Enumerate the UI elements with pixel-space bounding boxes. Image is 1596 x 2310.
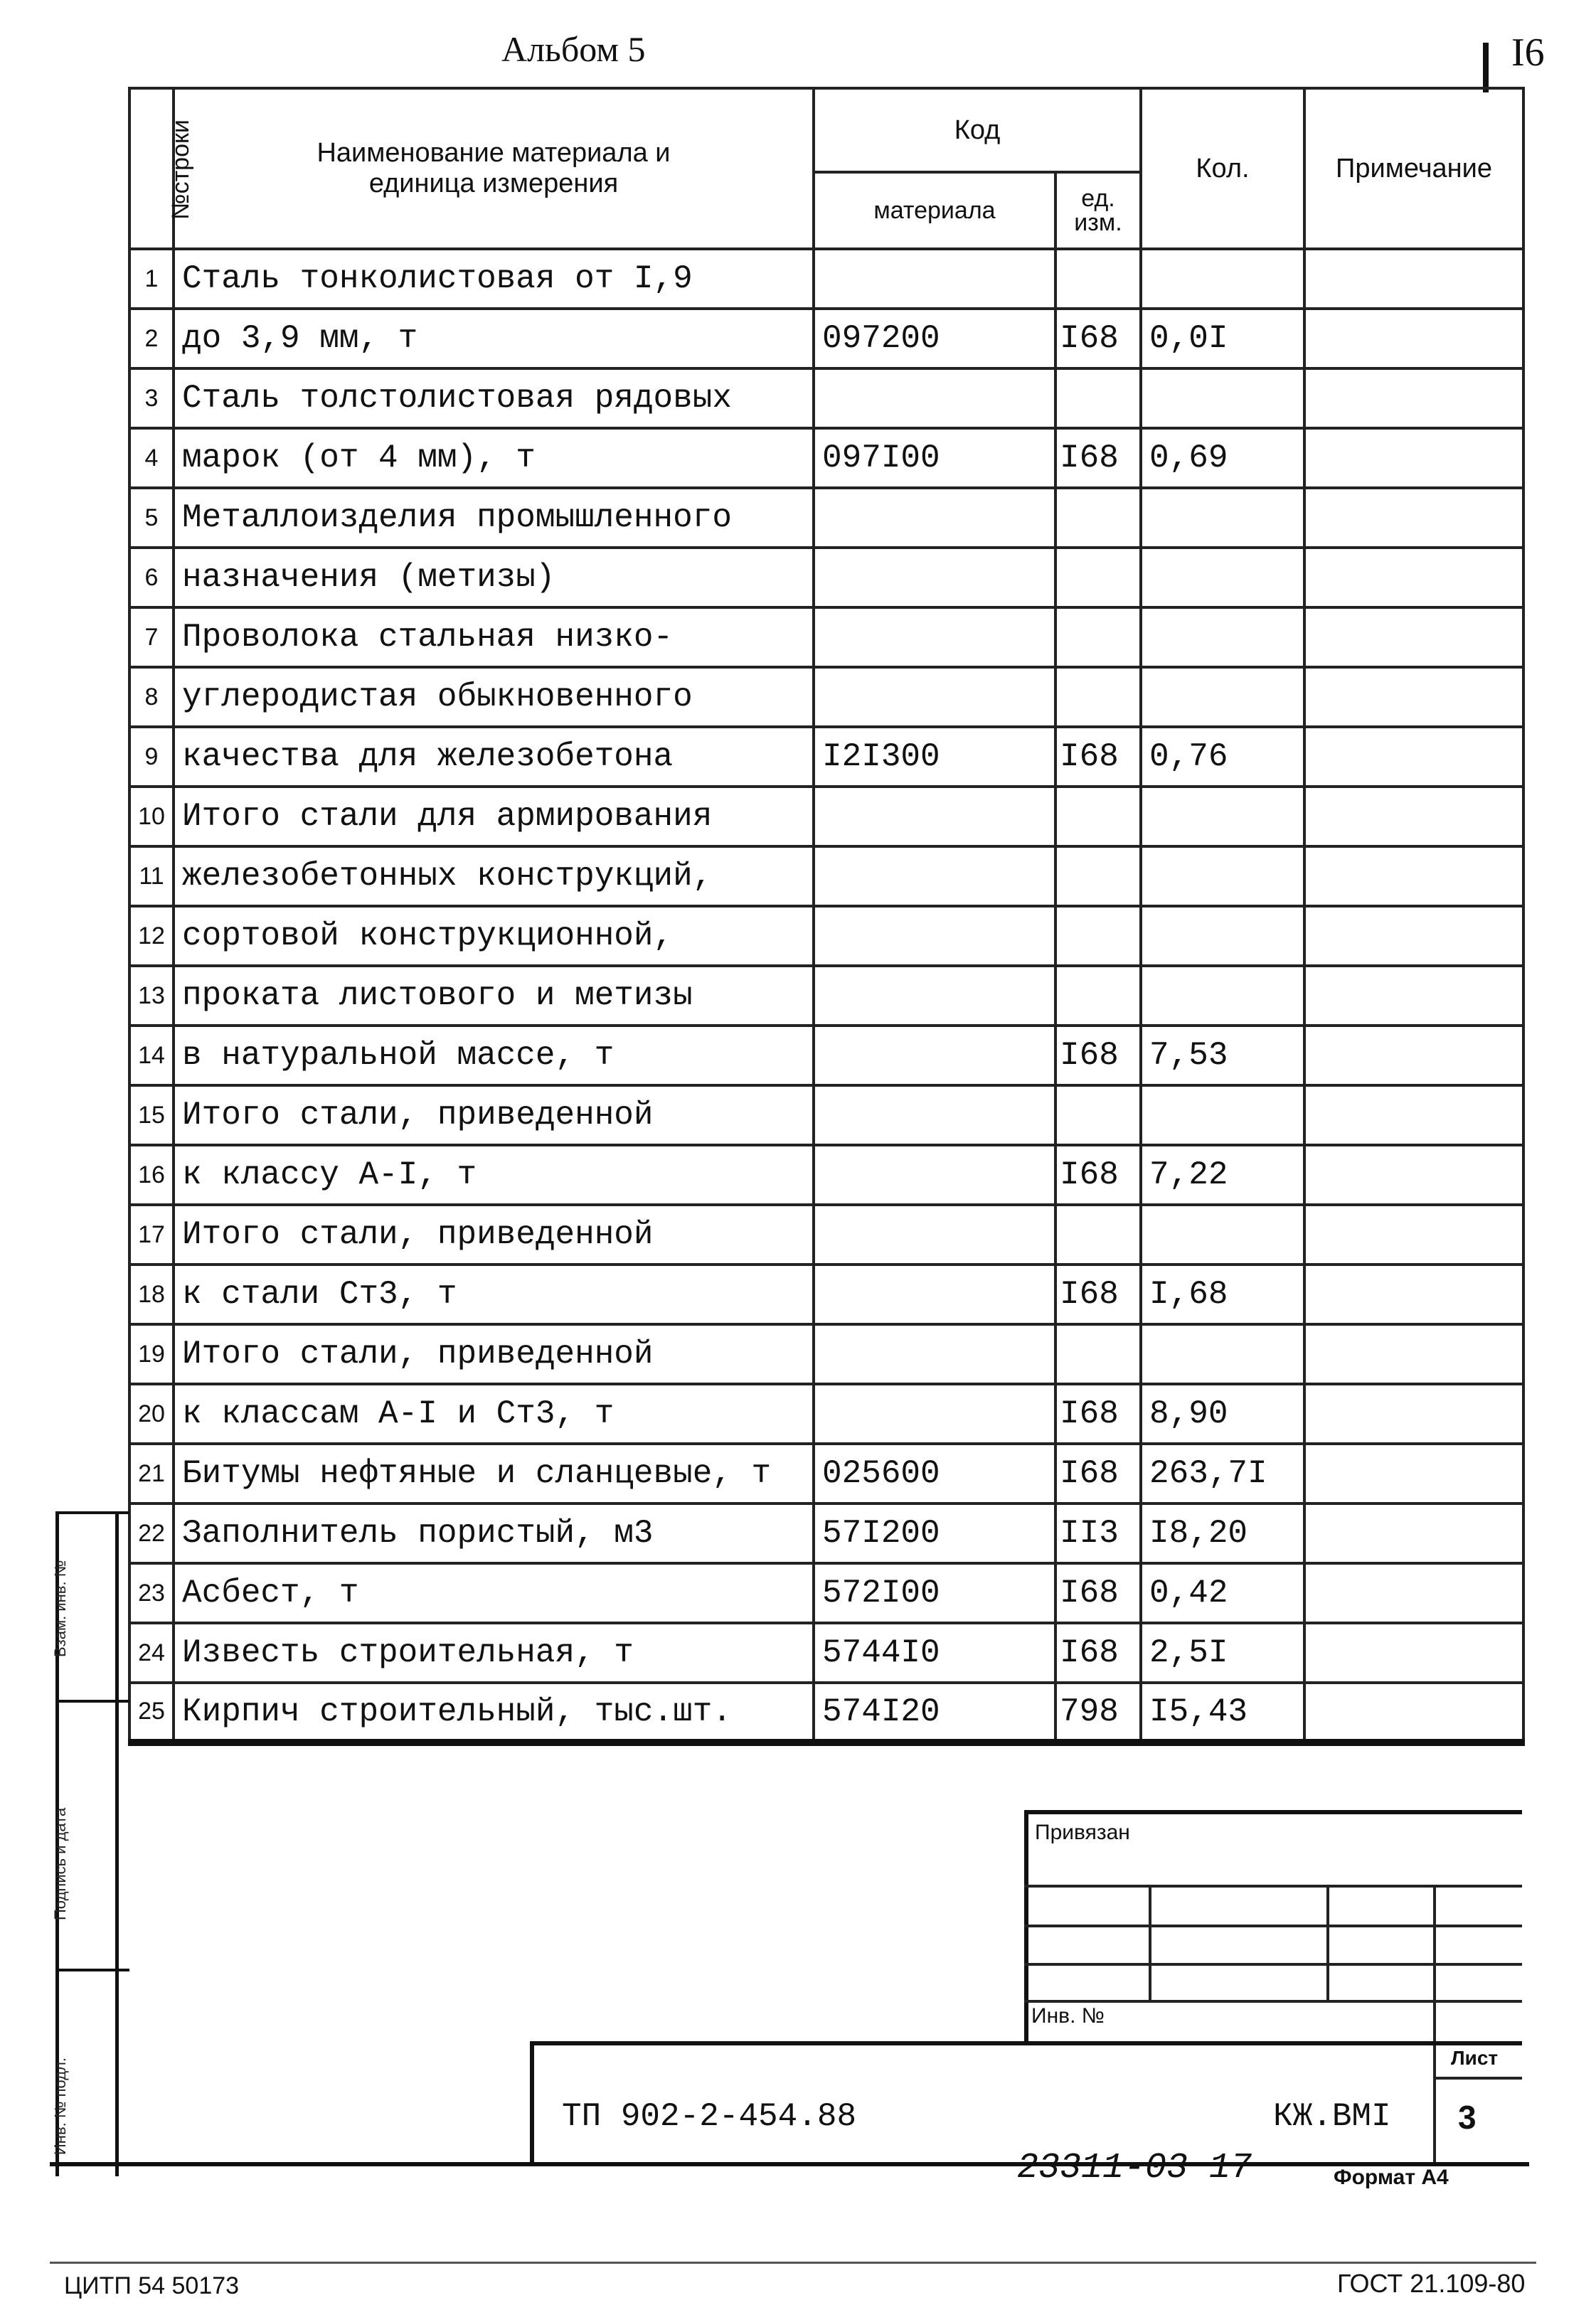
material-name: железобетонных конструкций, (174, 846, 814, 906)
unit-code: I68 (1055, 1026, 1141, 1085)
note (1304, 1683, 1523, 1742)
row-number: 17 (129, 1205, 174, 1265)
row-number: 16 (129, 1145, 174, 1205)
unit-code (1055, 607, 1141, 667)
table-row (129, 1623, 1523, 1683)
note (1304, 1085, 1523, 1145)
unit-code (1055, 846, 1141, 906)
note (1304, 966, 1523, 1026)
note (1304, 727, 1523, 787)
material-name: Асбест, т (174, 1563, 814, 1623)
document-number: ТП 902-2-454.88 (562, 2098, 857, 2135)
note (1304, 906, 1523, 966)
stamp-left-line (1024, 1810, 1028, 2045)
table-row (129, 667, 1523, 727)
material-code (814, 906, 1055, 966)
note (1304, 1444, 1523, 1503)
row-number: 13 (129, 966, 174, 1026)
sheet-number: 3 (1458, 2099, 1477, 2136)
material-code: 025600 (814, 1444, 1055, 1503)
header-row-number: №строки (129, 88, 174, 249)
table-row (129, 607, 1523, 667)
page-number-bar (1483, 43, 1489, 92)
row-number: 24 (129, 1623, 174, 1683)
table-row (129, 1683, 1523, 1742)
table-row (129, 1145, 1523, 1205)
quantity: 2,5I (1141, 1623, 1304, 1683)
header-code-material: материала (814, 172, 1055, 249)
material-code: 097I00 (814, 428, 1055, 488)
note (1304, 1563, 1523, 1623)
material-code (814, 1085, 1055, 1145)
unit-code: I68 (1055, 1384, 1141, 1444)
material-name: Итого стали, приведенной (174, 1205, 814, 1265)
material-code (814, 488, 1055, 548)
stamp-bound-label: Привязан (1035, 1821, 1130, 1844)
row-number: 9 (129, 727, 174, 787)
materials-table-body (129, 249, 1523, 1742)
row-number: 23 (129, 1563, 174, 1623)
row-number: 22 (129, 1503, 174, 1563)
note (1304, 1384, 1523, 1444)
margin-line-top (55, 1511, 129, 1514)
material-name: Заполнитель пористый, м3 (174, 1503, 814, 1563)
unit-code (1055, 667, 1141, 727)
quantity (1141, 667, 1304, 727)
row-number: 19 (129, 1324, 174, 1384)
header-material-name: Наименование материала и единица измерения (174, 88, 814, 249)
title-block-top-line (530, 2041, 1522, 2045)
note (1304, 846, 1523, 906)
quantity (1141, 249, 1304, 309)
document-code: КЖ.ВМI (1273, 2098, 1391, 2135)
material-code (814, 966, 1055, 1026)
material-code: 572I00 (814, 1563, 1055, 1623)
material-name: углеродистая обыкновенного (174, 667, 814, 727)
title-block-left-line (530, 2041, 534, 2166)
note (1304, 488, 1523, 548)
album-title: Альбом 5 (501, 29, 646, 69)
material-code (814, 249, 1055, 309)
quantity: I5,43 (1141, 1683, 1304, 1742)
material-name: проката листового и метизы (174, 966, 814, 1026)
unit-code: I68 (1055, 1563, 1141, 1623)
note (1304, 787, 1523, 846)
order-number: 23311-03 17 (1017, 2148, 1252, 2188)
unit-code (1055, 787, 1141, 846)
material-code: 097200 (814, 309, 1055, 368)
unit-code (1055, 249, 1141, 309)
table-row (129, 249, 1523, 309)
header-code-unit: ед. изм. (1055, 172, 1141, 249)
material-name: Сталь толстолистовая рядовых (174, 368, 814, 428)
table-row (129, 1444, 1523, 1503)
stamp-line-b (1024, 1925, 1522, 1927)
table-row (129, 1265, 1523, 1324)
row-number: 2 (129, 309, 174, 368)
stamp-line-c (1024, 1963, 1522, 1966)
quantity (1141, 966, 1304, 1026)
format-label: Формат А4 (1334, 2166, 1449, 2189)
unit-code: I68 (1055, 727, 1141, 787)
row-number: 21 (129, 1444, 174, 1503)
note (1304, 1205, 1523, 1265)
row-number: 25 (129, 1683, 174, 1742)
sheet-label: Лист (1451, 2047, 1499, 2069)
material-code (814, 667, 1055, 727)
page-number: I6 (1511, 31, 1545, 75)
stamp-vline-1 (1149, 1885, 1151, 2002)
quantity: 0,69 (1141, 428, 1304, 488)
frame-bottom-line (50, 2162, 1529, 2166)
material-name: Итого стали, приведенной (174, 1085, 814, 1145)
note (1304, 1026, 1523, 1085)
margin-label-inv-podl: Инв. № подл. (51, 2057, 69, 2155)
note (1304, 368, 1523, 428)
material-code (814, 607, 1055, 667)
table-row (129, 1205, 1523, 1265)
material-name: Металлоизделия промышленного (174, 488, 814, 548)
quantity (1141, 607, 1304, 667)
unit-code: II3 (1055, 1503, 1141, 1563)
note (1304, 548, 1523, 607)
unit-code (1055, 906, 1141, 966)
row-number: 11 (129, 846, 174, 906)
material-code: 57I200 (814, 1503, 1055, 1563)
row-number: 18 (129, 1265, 174, 1324)
unit-code (1055, 548, 1141, 607)
table-row (129, 966, 1523, 1026)
quantity: I,68 (1141, 1265, 1304, 1324)
unit-code (1055, 488, 1141, 548)
material-name: марок (от 4 мм), т (174, 428, 814, 488)
material-code (814, 1384, 1055, 1444)
row-number: 1 (129, 249, 174, 309)
table-row (129, 846, 1523, 906)
table-row (129, 787, 1523, 846)
quantity (1141, 488, 1304, 548)
unit-code: I68 (1055, 428, 1141, 488)
note (1304, 1503, 1523, 1563)
stamp-inv-label: Инв. № (1031, 2004, 1105, 2028)
material-name: Кирпич строительный, тыс.шт. (174, 1683, 814, 1742)
table-row (129, 727, 1523, 787)
unit-code (1055, 368, 1141, 428)
header-code: Код (814, 88, 1141, 172)
row-number: 4 (129, 428, 174, 488)
material-name: до 3,9 мм, т (174, 309, 814, 368)
table-row (129, 428, 1523, 488)
quantity (1141, 1205, 1304, 1265)
material-code: 574I20 (814, 1683, 1055, 1742)
material-name: Итого стали, приведенной (174, 1324, 814, 1384)
material-code (814, 1324, 1055, 1384)
table-row (129, 309, 1523, 368)
quantity: 7,22 (1141, 1145, 1304, 1205)
material-code (814, 787, 1055, 846)
unit-code: I68 (1055, 309, 1141, 368)
margin-label-vzam: Взам. инв. № (51, 1560, 69, 1657)
material-code (814, 1265, 1055, 1324)
unit-code: I68 (1055, 1265, 1141, 1324)
materials-table (128, 87, 1525, 1746)
row-number: 8 (129, 667, 174, 727)
header-note: Примечание (1304, 88, 1523, 249)
quantity: 263,7I (1141, 1444, 1304, 1503)
material-name: Итого стали для армирования (174, 787, 814, 846)
table-row (129, 548, 1523, 607)
material-name: к стали Ст3, т (174, 1265, 814, 1324)
table-row (129, 1324, 1523, 1384)
stamp-line-d (1024, 2000, 1522, 2003)
quantity (1141, 906, 1304, 966)
row-number: 7 (129, 607, 174, 667)
table-row (129, 1085, 1523, 1145)
note (1304, 1623, 1523, 1683)
material-code (814, 846, 1055, 906)
row-number: 12 (129, 906, 174, 966)
note (1304, 309, 1523, 368)
footer-right-text: ГОСТ 21.109-80 (1337, 2269, 1526, 2298)
table-row (129, 488, 1523, 548)
frame-left-line (115, 1750, 119, 2162)
note (1304, 607, 1523, 667)
quantity: 8,90 (1141, 1384, 1304, 1444)
material-code: 5744I0 (814, 1623, 1055, 1683)
material-name: Известь строительная, т (174, 1623, 814, 1683)
row-number: 5 (129, 488, 174, 548)
note (1304, 667, 1523, 727)
material-code (814, 1026, 1055, 1085)
header-quantity: Кол. (1141, 88, 1304, 249)
material-name: назначения (метизы) (174, 548, 814, 607)
unit-code: 798 (1055, 1683, 1141, 1742)
table-row (129, 1384, 1523, 1444)
quantity (1141, 1324, 1304, 1384)
material-code (814, 1205, 1055, 1265)
quantity: 7,53 (1141, 1026, 1304, 1085)
material-code (814, 548, 1055, 607)
material-name: к классу А-I, т (174, 1145, 814, 1205)
material-name: качества для железобетона (174, 727, 814, 787)
note (1304, 249, 1523, 309)
note (1304, 1324, 1523, 1384)
material-name: сортовой конструкционной, (174, 906, 814, 966)
row-number: 10 (129, 787, 174, 846)
table-row (129, 1503, 1523, 1563)
quantity (1141, 548, 1304, 607)
quantity: 0,76 (1141, 727, 1304, 787)
row-number: 14 (129, 1026, 174, 1085)
material-name: Сталь тонколистовая от I,9 (174, 249, 814, 309)
quantity (1141, 1085, 1304, 1145)
note (1304, 1145, 1523, 1205)
margin-line-1 (55, 1700, 129, 1703)
unit-code (1055, 1085, 1141, 1145)
table-row (129, 368, 1523, 428)
material-name: Проволока стальная низко- (174, 607, 814, 667)
quantity (1141, 787, 1304, 846)
material-name: Битумы нефтяные и сланцевые, т (174, 1444, 814, 1503)
quantity (1141, 846, 1304, 906)
quantity (1141, 368, 1304, 428)
quantity: I8,20 (1141, 1503, 1304, 1563)
material-name: в натуральной массе, т (174, 1026, 814, 1085)
row-number: 6 (129, 548, 174, 607)
unit-code: I68 (1055, 1444, 1141, 1503)
stamp-vline-2 (1326, 1885, 1329, 2002)
unit-code: I68 (1055, 1623, 1141, 1683)
stamp-line-a (1024, 1885, 1522, 1888)
table-row (129, 1563, 1523, 1623)
footer-line (50, 2262, 1536, 2264)
footer-left-text: ЦИТП 54 50173 (64, 2272, 240, 2299)
unit-code: I68 (1055, 1145, 1141, 1205)
quantity: 0,0I (1141, 309, 1304, 368)
quantity: 0,42 (1141, 1563, 1304, 1623)
row-number: 3 (129, 368, 174, 428)
unit-code (1055, 1205, 1141, 1265)
note (1304, 1265, 1523, 1324)
row-number: 20 (129, 1384, 174, 1444)
stamp-vline-3 (1433, 1885, 1436, 2162)
stamp-top-line (1024, 1810, 1522, 1814)
unit-code (1055, 1324, 1141, 1384)
title-block-sheet-line (1433, 2077, 1522, 2080)
table-row (129, 1026, 1523, 1085)
material-code (814, 1145, 1055, 1205)
material-name: к классам А-I и Ст3, т (174, 1384, 814, 1444)
margin-label-podpis: Подпись и дата (51, 1807, 69, 1920)
table-row (129, 906, 1523, 966)
row-number: 15 (129, 1085, 174, 1145)
material-code: I2I300 (814, 727, 1055, 787)
note (1304, 428, 1523, 488)
unit-code (1055, 966, 1141, 1026)
material-code (814, 368, 1055, 428)
